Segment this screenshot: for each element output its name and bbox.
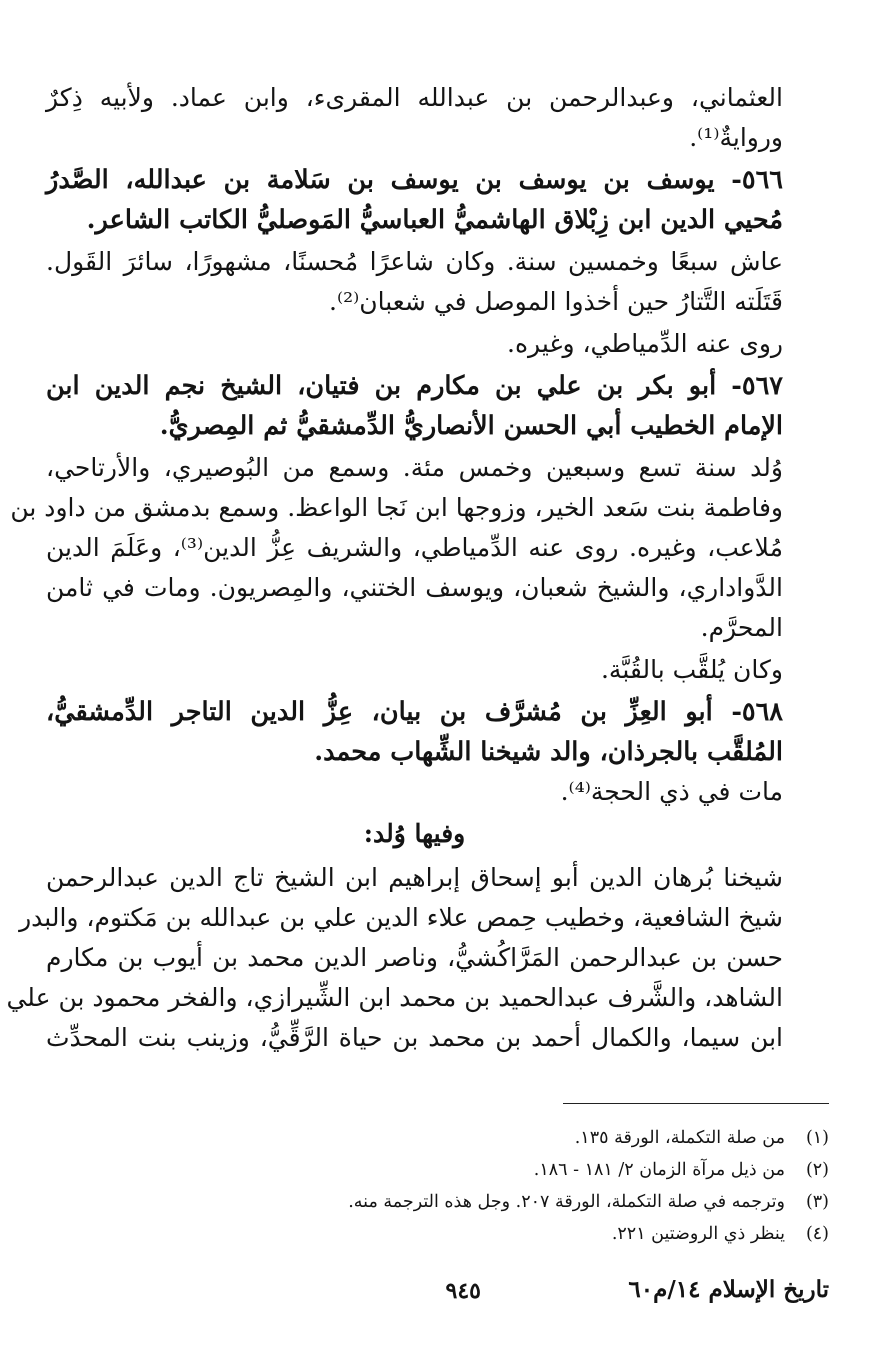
text-line: وروايةٌ⁽¹⁾. — [689, 123, 783, 152]
page-number: ٩٤٥ — [445, 1278, 481, 1304]
footnote — [46, 1122, 829, 1154]
footnote-text: من ذيل مرآة الزمان ٢/ ١٨١ - ١٨٦. — [533, 1160, 785, 1180]
born-paragraph — [6, 858, 783, 1058]
biography-entry-566 — [46, 160, 783, 364]
text-line: شيخنا بُرهان الدين أبو إسحاق إبراهيم ابن الشيخ تاج الدين عبدالرحمن — [46, 863, 783, 892]
heading-line: ٥٦٨- أبو العِزِّ بن مُشرَّف بن بيان، عِزُّ الدين التاجر الدِّمشقيُّ، — [46, 697, 783, 727]
footnote — [46, 1154, 829, 1186]
heading-line: الإمام الخطيب أبي الحسن الأنصاريُّ الدِّمشقيُّ ثم المِصريُّ. — [159, 411, 783, 441]
text-line: الشاهد، والشَّرف عبدالحميد بن محمد ابن الشِّيرازي، والفخر محمود بن علي — [6, 983, 783, 1012]
text-line: شيخ الشافعية، وخطيب حِمص علاء الدين علي بن عبدالله بن مَكتوم، والبدر — [19, 903, 783, 932]
text-line: عاش سبعًا وخمسين سنة. وكان شاعرًا مُحسنًا، مشهورًا، سائرَ القَول. — [46, 247, 783, 276]
text-line: مُلاعب، وغيره. روى عنه الدِّمياطي، والشريف عِزُّ الدين⁽³⁾، وعَلَمَ الدين — [46, 533, 783, 562]
text-line: وُلد سنة تسع وسبعين وخمس مئة. وسمع من البُوصيري، والأرتاحي، — [46, 453, 783, 482]
footnote-number: (٤) — [805, 1224, 829, 1244]
entry-heading — [46, 692, 783, 772]
footnote — [46, 1186, 829, 1218]
footnote-separator — [563, 1103, 829, 1104]
heading-line: مُحيي الدين ابن زِبْلاق الهاشميُّ العباسيُّ المَوصليُّ الكاتب الشاعر. — [86, 205, 783, 235]
text-line: ابن سيما، والكمال أحمد بن محمد بن حياة الرَّقِّيُّ، وزينب بنت المحدِّث — [46, 1023, 783, 1052]
text-line: العثماني، وعبدالرحمن بن عبدالله المقرىء، وابن عماد. ولأبيه ذِكرٌ — [46, 83, 783, 112]
footnote-number: (١) — [805, 1128, 829, 1148]
intro-paragraph — [46, 78, 783, 158]
text-line: حسن بن عبدالرحمن المَرَّاكُشيُّ، وناصر الدين محمد بن أيوب بن مكارم — [46, 943, 783, 972]
footnotes — [46, 1122, 829, 1250]
text-line: روى عنه الدِّمياطي، وغيره. — [507, 329, 783, 358]
biography-entry-567 — [10, 366, 783, 690]
entry-heading — [46, 366, 783, 446]
biography-entry-568 — [46, 692, 783, 812]
footnote-number: (٣) — [805, 1192, 829, 1212]
section-heading-born: وفيها وُلد: — [363, 819, 466, 848]
text-line: وفاطمة بنت سَعد الخير، وزوجها ابن نَجا الواعظ. وسمع بدمشق من داود بن — [10, 493, 783, 522]
running-footer-title: تاريخ الإسلام ١٤/م٦٠ — [628, 1276, 829, 1303]
footnote — [46, 1218, 829, 1250]
text-line: المحرَّم. — [700, 613, 783, 642]
text-line: قَتَلَته التَّتارُ حين أخذوا الموصل في شعبان⁽²⁾. — [329, 287, 783, 316]
text-line: الدَّواداري، والشيخ شعبان، ويوسف الختني، والمِصريون. ومات في ثامن — [46, 573, 783, 602]
heading-line: ٥٦٧- أبو بكر بن علي بن مكارم بن فتيان، الشيخ نجم الدين ابن — [46, 371, 783, 401]
footnote-number: (٢) — [805, 1160, 829, 1180]
page-footer — [46, 1276, 829, 1316]
heading-line: المُلقَّب بالجرذان، والد شيخنا الشِّهاب محمد. — [314, 737, 783, 767]
text-line: مات في ذي الحجة⁽⁴⁾. — [560, 777, 783, 806]
footnote-text: وترجمه في صلة التكملة، الورقة ٢٠٧. وجل هذه الترجمة منه. — [348, 1192, 785, 1212]
footnote-text: من صلة التكملة، الورقة ١٣٥. — [574, 1128, 785, 1148]
footnote-text: ينظر ذي الروضتين ٢٢١. — [611, 1224, 785, 1244]
entry-heading — [46, 160, 783, 240]
text-line: وكان يُلقَّب بالقُبَّة. — [600, 655, 783, 684]
heading-line: ٥٦٦- يوسف بن يوسف بن يوسف بن سَلامة بن عبدالله، الصَّدرُ — [46, 165, 783, 195]
